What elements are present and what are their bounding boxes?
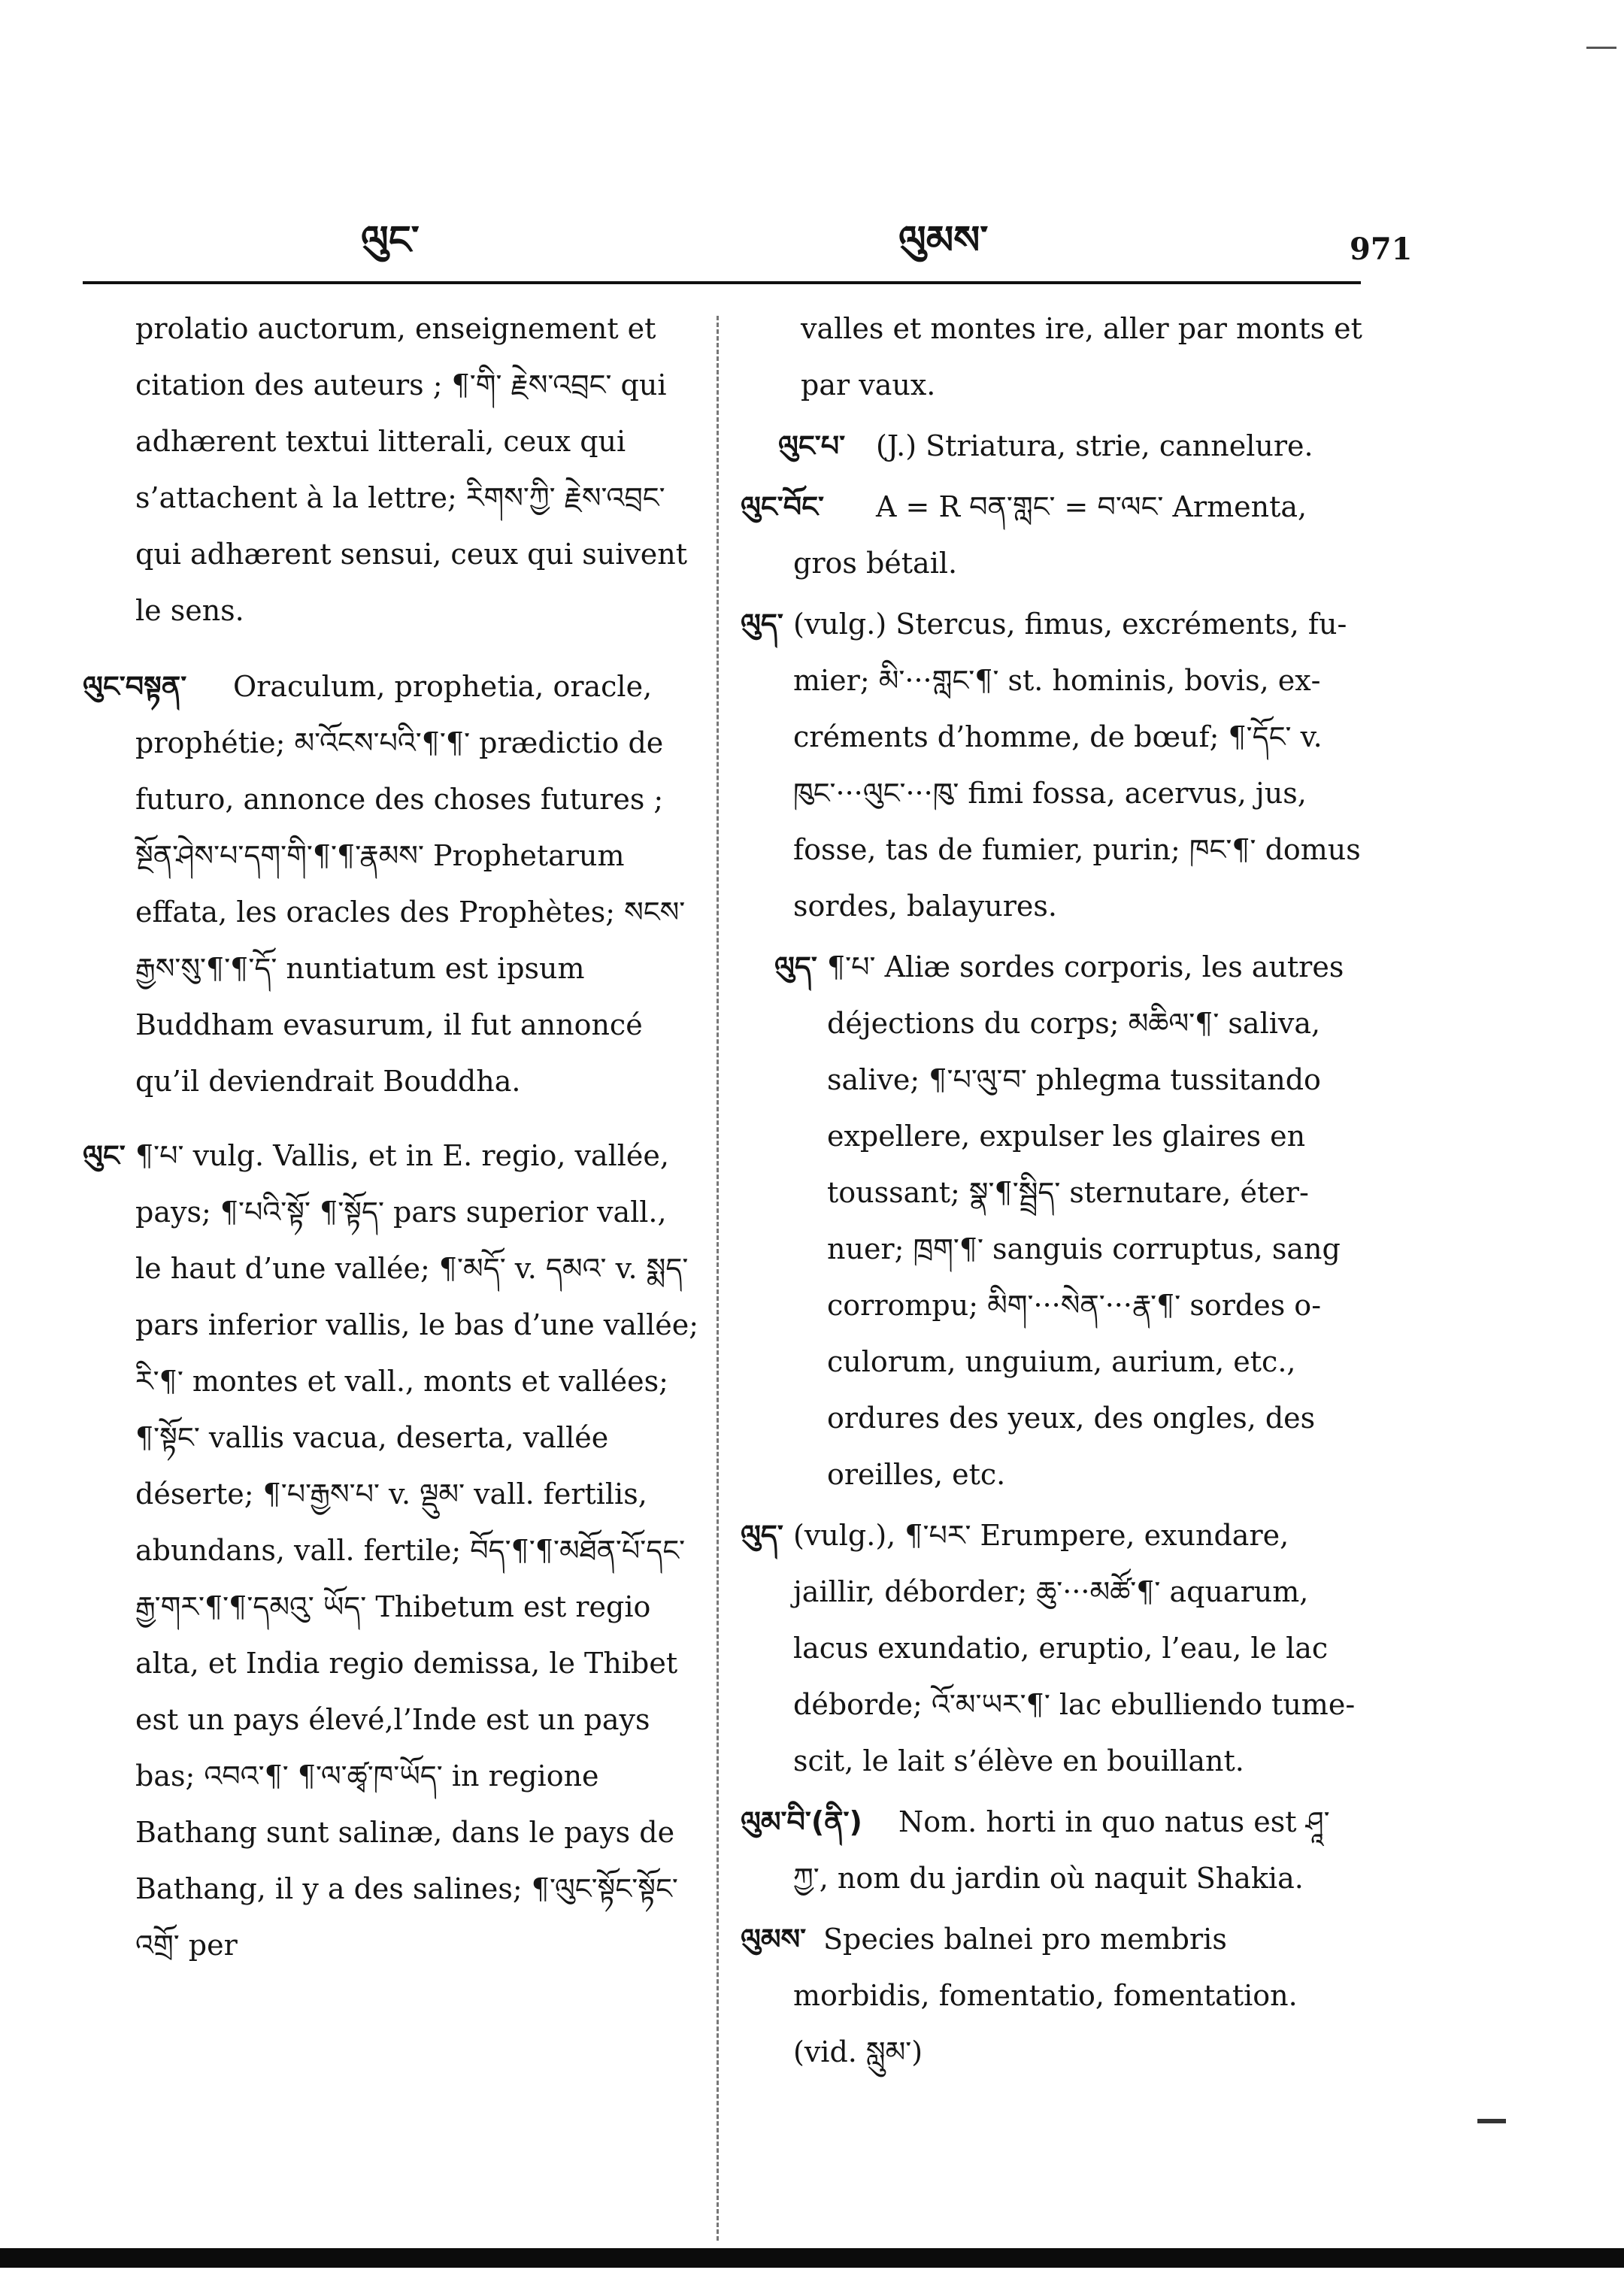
right-entry-1-headword: ལུང་པ་ [778, 429, 846, 462]
right-entry-7 [741, 1911, 1365, 2080]
right-entry-6-body: Nom. horti in quo natus est ཤཱ་ཀྱ་, nom du jardin où naquit Shakia. [793, 1805, 1330, 1895]
right-entry-6-headword: ལུམ་བི་(ནི་) [741, 1805, 862, 1838]
right-entry-6 [741, 1794, 1365, 1907]
right-entry-1-body: (J.) Striatura, strie, cannelure. [876, 429, 1313, 462]
header-rule [83, 281, 1361, 284]
edge-mark [1586, 47, 1616, 49]
left-entry-2 [83, 1128, 699, 1974]
left-entry-2-headword: ལུང་ [83, 1139, 126, 1172]
right-entry-2 [741, 479, 1365, 592]
right-entry-2-headword: ལུང་བོང་ [741, 490, 824, 523]
right-entry-5 [741, 1508, 1365, 1790]
running-head-center: ལུམས་ [898, 218, 989, 263]
left-entry-1 [83, 659, 699, 1110]
right-continuation: valles et montes ire, aller par monts et par vaux. [801, 312, 1362, 402]
column-divider [717, 316, 719, 2241]
left-column [83, 301, 699, 1974]
right-entry-1 [741, 418, 1365, 474]
right-entry-7-body: Species balnei pro membris morbidis, fomentatio, fomentation. (vid. སླུམ་) [793, 1923, 1298, 2068]
running-head-left: ལུང་ [361, 218, 420, 263]
left-entry-2-body: ¶་པ་ vulg. Vallis, et in E. regio, vallée, pays; ¶་པའི་སྟོ་ ¶་སྟོད་ pars superior vall., le haut d’une vallée; ¶་མདོ་ v. དམའ་ v. སྨད་ pars inferior vallis, le bas d’une vallée; རི་¶་ montes et vall., monts et vallées; ¶་སྟོང་ vallis vacua, deserta, vallée déserte; ¶་པ་རྒྱས་པ་ v. ལྡུམ་ vall. fertilis, abundans, vall. fertile; བོད་¶་¶་མཐོན་པོ་དང་རྒྱ་གར་¶་¶་དམའུ་ ཡོད་ Thibetum est regio alta, et India regio demissa, le Thibet est un pays élevé,l’Inde est un pays bas; འབའ་¶་ ¶་ལ་ཚྭ་ཁ་ཡོད་ in regione Bathang sunt salinæ, dans le pays de Bathang, il y a des salines; ¶་ལུང་སྟོང་སྟོང་འགྲོ་ per [135, 1139, 698, 1962]
right-entry-5-body: (vulg.), ¶་པར་ Erumpere, exundare, jaillir, déborder; ཆུ་···མཚོ་¶་ aquarum, lacus exundatio, eruptio, l’eau, le lac déborde; འོ་མ་ཡར་¶་ lac ebulliendo tumescit, le lait s’élève en bouillant. [793, 1519, 1356, 1777]
right-entry-4-headword: ལུད་ [774, 950, 817, 983]
right-entry-4-body: ¶་པ་ Aliæ sordes corporis, les autres déjections du corps; མཆིལ་¶་ saliva, salive; ¶་པ་ལུ་བ་ phlegma tussitando expellere, expulser les glaires en toussant; སྣ་¶་སྦྲིད་ sternutare, éternuer; ཁྲག་¶་ sanguis corruptus, sang corrompu; མིག་···སེན་···རྣ་¶་ sordes oculorum, unguium, aurium, etc., ordures des yeux, des ongles, des oreilles, etc. [827, 950, 1344, 1491]
right-entry-3-body: (vulg.) Stercus, fimus, excréments, fumier; མི་···གླང་¶་ st. hominis, bovis, excréments d’homme, de bœuf; ¶་དོང་ v. ཁུང་···ལུང་···ཁུ་ fimi fossa, acervus, jus, fosse, tas de fumier, purin; ཁང་¶་ domus sordes, balayures. [793, 608, 1361, 923]
left-entry-1-headword: ལུང་བསྟན་ [83, 670, 187, 703]
right-entry-5-headword: ལུད་ [741, 1519, 783, 1552]
right-entry-3-headword: ལུད་ [741, 608, 783, 641]
scan-bottom-edge [0, 2248, 1624, 2268]
right-entry-4 [774, 939, 1365, 1503]
left-entry-1-body: Oraculum, prophetia, oracle, prophétie; མ་འོངས་པའི་¶་¶་ prædictio de futuro, annonce des choses futures ; སྔོན་ཤེས་པ་དག་གི་¶་¶་རྣམས་ Prophetarum effata, les oracles des Prophètes; སངས་རྒྱས་སུ་¶་¶་དོ་ nuntiatum est ipsum Buddham evasurum, il fut annoncé qu’il deviendrait Bouddha. [135, 670, 686, 1098]
right-column [741, 301, 1365, 2080]
right-entry-7-headword: ལུམས་ [741, 1923, 807, 1956]
left-continuation: prolatio auctorum, enseignement et citation des auteurs ; ¶་གི་ རྗེས་འབྲང་ qui adhærent textui litterali, ceux qui s’attachent à la lettre; རིགས་ཀྱི་ རྗེས་འབྲང་ qui adhærent sensui, ceux qui suivent le sens. [135, 312, 688, 627]
margin-mark [1477, 2119, 1506, 2123]
page-number: 971 [1350, 232, 1413, 267]
right-entry-3 [741, 596, 1365, 935]
right-entry-2-body: A = R བན་གླང་ = བ་ལང་ Armenta, gros bétail. [793, 490, 1307, 580]
